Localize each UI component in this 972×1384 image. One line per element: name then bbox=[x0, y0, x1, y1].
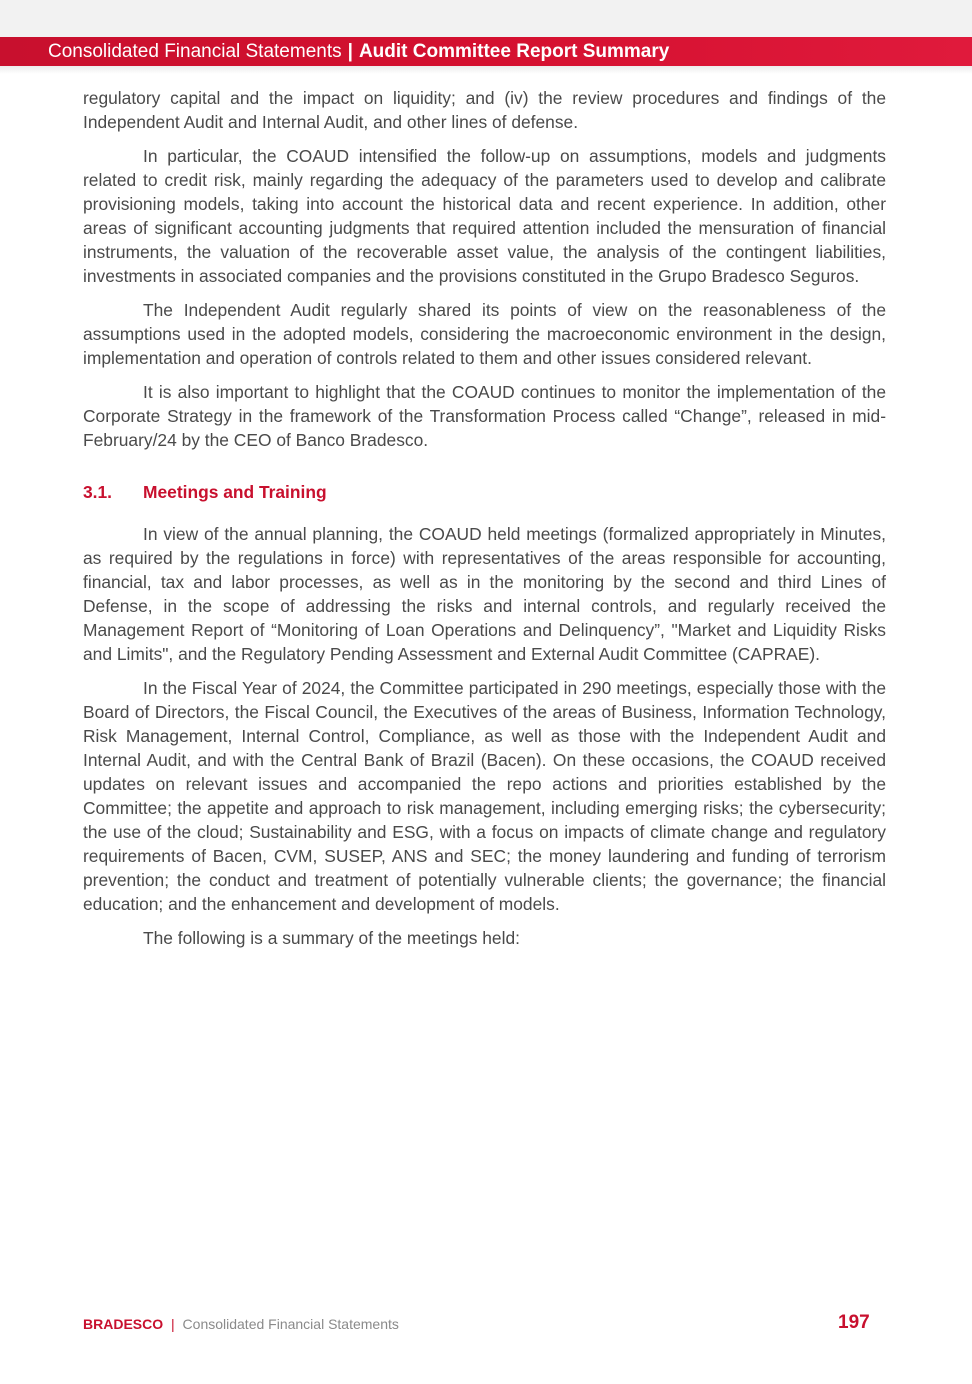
header-shadow bbox=[0, 66, 972, 74]
header-bar bbox=[0, 37, 972, 66]
paragraph-independent-audit: The Independent Audit regularly shared its points of view on the reasonableness of the assumptions used in the adopted models, considering the macroeconomic environment in the design, implementation and operation of controls related to them and other issues considered relevant. bbox=[83, 300, 886, 368]
footer bbox=[83, 1316, 399, 1332]
paragraph-credit-risk: In particular, the COAUD intensified the follow-up on assumptions, models and judgments related to credit risk, mainly regarding the adequacy of the parameters used to develop and calibrate provisioning models, taking into account the historical data and recent experience. In addition, other areas of significant accounting judgments that required attention included the mensuration of financial instruments, the valuation of the recoverable asset value, the analysis of the contingent liabilities, investments in associated companies and the provisions constituted in the Grupo Bradesco Seguros. bbox=[83, 146, 886, 286]
page-number: 197 bbox=[838, 1312, 870, 1333]
paragraph-continuation: regulatory capital and the impact on liquidity; and (iv) the review procedures and findings of the Independent Audit and Internal Audit, and other lines of defense. bbox=[83, 88, 886, 132]
header-separator: | bbox=[347, 40, 353, 62]
section-number: 3.1. bbox=[83, 482, 113, 502]
page-content bbox=[83, 86, 886, 960]
header-title: Audit Committee Report Summary bbox=[358, 40, 670, 62]
paragraph-fiscal-year: In the Fiscal Year of 2024, the Committee participated in 290 meetings, especially those with the Board of Directors, the Fiscal Council, the Executives of the areas of Business, Information Technology, Risk Management, Internal Control, Compliance, as well as those with the Independent Audit and Internal Audit, and with the Central Bank of Brazil (Bacen). On these occasions, the COAUD received updates on relevant issues and accompanied the repo actions and priorities established by the Committee; the appetite and approach to risk management, including emerging risks; the cybersecurity; the use of the cloud; Sustainability and ESG, with a focus on impacts of climate change and regulatory requirements of Bacen, CVM, SUSEP, ANS and SEC; the money laundering and funding of terrorism prevention; the conduct and treatment of potentially vulnerable clients; the governance; the financial education; and the enhancement and development of models. bbox=[83, 678, 886, 914]
top-margin bbox=[0, 0, 972, 37]
header-section: Consolidated Financial Statements bbox=[48, 40, 342, 62]
footer-brand: BRADESCO bbox=[83, 1316, 164, 1332]
section-heading bbox=[83, 480, 886, 504]
paragraph-corporate-strategy: It is also important to highlight that the COAUD continues to monitor the implementation of the Corporate Strategy in the framework of the Transformation Process called “Change”, released in mid-February/24 by the CEO of Banco Bradesco. bbox=[83, 382, 886, 450]
paragraph-summary-intro: The following is a summary of the meetings held: bbox=[143, 928, 520, 948]
section-title: Meetings and Training bbox=[143, 482, 327, 502]
footer-separator: | bbox=[171, 1316, 175, 1332]
footer-label: Consolidated Financial Statements bbox=[182, 1316, 399, 1332]
paragraph-annual-planning: In view of the annual planning, the COAUD held meetings (formalized appropriately in Minutes, as required by the regulations in force) with representatives of the areas responsible for accounting, financial, tax and labor processes, as well as in the monitoring by the second and third Lines of Defense, in the scope of addressing the risks and internal controls, and regularly received the Management Report of “Monitoring of Loan Operations and Delinquency”, "Market and Liquidity Risks and Limits", and the Regulatory Pending Assessment and External Audit Committee (CAPRAE). bbox=[83, 524, 886, 664]
